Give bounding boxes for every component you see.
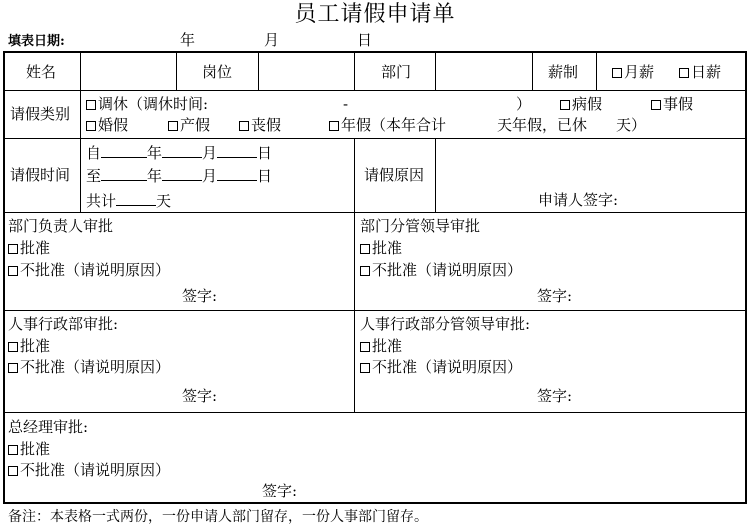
checkbox-icon [679,68,689,78]
name-label: 姓名 [26,63,57,81]
border-top [3,51,747,53]
rule-v [258,51,259,90]
dept-head-reject[interactable]: 不批准（请说明原因） [8,263,170,278]
dept-leader-title: 部门分管领导审批 [360,217,481,235]
page-title: 员工请假申请单 [294,2,456,27]
rule-v [80,51,81,90]
checkbox-icon [8,266,18,276]
compensatory-dash: - [343,95,349,113]
maternity-option[interactable]: 产假 [168,118,210,133]
applicant-sign: 申请人签字: [538,191,619,209]
annual-mid: 天年假，已休 [497,116,588,134]
gm-sign: 签字: [262,482,298,500]
from-line[interactable]: 自 年 月 日 [86,144,273,162]
dept-label: 部门 [381,63,412,81]
rule-v [354,51,355,90]
border-bottom [3,502,747,504]
post-label: 岗位 [202,63,233,81]
fill-date-year: 年 [180,31,196,49]
leave-type-label: 请假类别 [10,105,71,123]
total-line[interactable]: 共计 天 [86,192,172,210]
rule-v [80,138,81,212]
checkbox-icon [8,244,18,254]
rule-v [80,90,81,138]
gm-title: 总经理审批: [8,418,89,436]
checkbox-icon [8,342,18,352]
hr-leader-title: 人事行政部分管领导审批: [360,315,531,333]
rule-v [354,138,355,212]
personal-option[interactable]: 事假 [651,97,693,112]
salary-label: 薪制 [548,63,579,81]
rule-row2 [3,138,747,139]
fill-date-month: 月 [264,31,280,49]
dept-leader-approve[interactable]: 批准 [360,241,402,256]
hr-leader-reject[interactable]: 不批准（请说明原因） [360,360,522,375]
dept-leader-reject[interactable]: 不批准（请说明原因） [360,263,522,278]
compensatory-option[interactable]: 调休（调休时间: [86,97,208,112]
rule-v [596,51,597,90]
bereavement-option[interactable]: 丧假 [239,118,281,133]
checkbox-icon [651,100,661,110]
to-line[interactable]: 至 年 月 日 [86,167,273,185]
rule-v [435,51,436,90]
rule-v [176,51,177,90]
checkbox-icon [360,342,370,352]
rule-v [532,51,533,90]
sick-option[interactable]: 病假 [560,97,602,112]
gm-approve[interactable]: 批准 [8,442,50,457]
checkbox-icon [239,121,249,131]
monthly-option[interactable]: 月薪 [612,65,654,80]
hr-dept-title: 人事行政部审批: [8,315,119,333]
gm-reject[interactable]: 不批准（请说明原因） [8,463,170,478]
checkbox-icon [360,266,370,276]
annual-option[interactable]: 年假（本年合计 [329,118,446,133]
leave-time-label: 请假时间 [10,166,71,184]
compensatory-close: ） [516,95,532,113]
checkbox-icon [8,363,18,373]
checkbox-icon [8,445,18,455]
reason-label: 请假原因 [364,166,425,184]
hr-leader-sign: 签字: [537,387,573,405]
fill-date-label: 填表日期: [8,34,65,49]
checkbox-icon [560,100,570,110]
marriage-option[interactable]: 婚假 [86,118,128,133]
checkbox-icon [329,121,339,131]
rule-row4 [3,310,747,311]
checkbox-icon [86,121,96,131]
hr-leader-approve[interactable]: 批准 [360,339,402,354]
footer-note: 备注：本表格一式两份，一份申请人部门留存，一份人事部门留存。 [8,509,428,525]
annual-end: 天） [616,116,647,134]
border-left [3,51,5,504]
dept-leader-sign: 签字: [537,287,573,305]
hr-dept-approve[interactable]: 批准 [8,339,50,354]
rule-v [354,212,355,412]
dept-head-title: 部门负责人审批 [8,217,114,235]
fill-date-day: 日 [357,31,373,49]
rule-v [435,138,436,212]
rule-row5 [3,412,747,413]
rule-row3 [3,212,747,213]
dept-head-sign: 签字: [182,287,218,305]
hr-dept-sign: 签字: [182,387,218,405]
daily-option[interactable]: 日薪 [679,65,721,80]
dept-head-approve[interactable]: 批准 [8,241,50,256]
checkbox-icon [86,100,96,110]
checkbox-icon [168,121,178,131]
checkbox-icon [612,68,622,78]
checkbox-icon [8,466,18,476]
rule-row1 [3,90,747,91]
hr-dept-reject[interactable]: 不批准（请说明原因） [8,360,170,375]
checkbox-icon [360,363,370,373]
border-right [745,51,747,504]
checkbox-icon [360,244,370,254]
